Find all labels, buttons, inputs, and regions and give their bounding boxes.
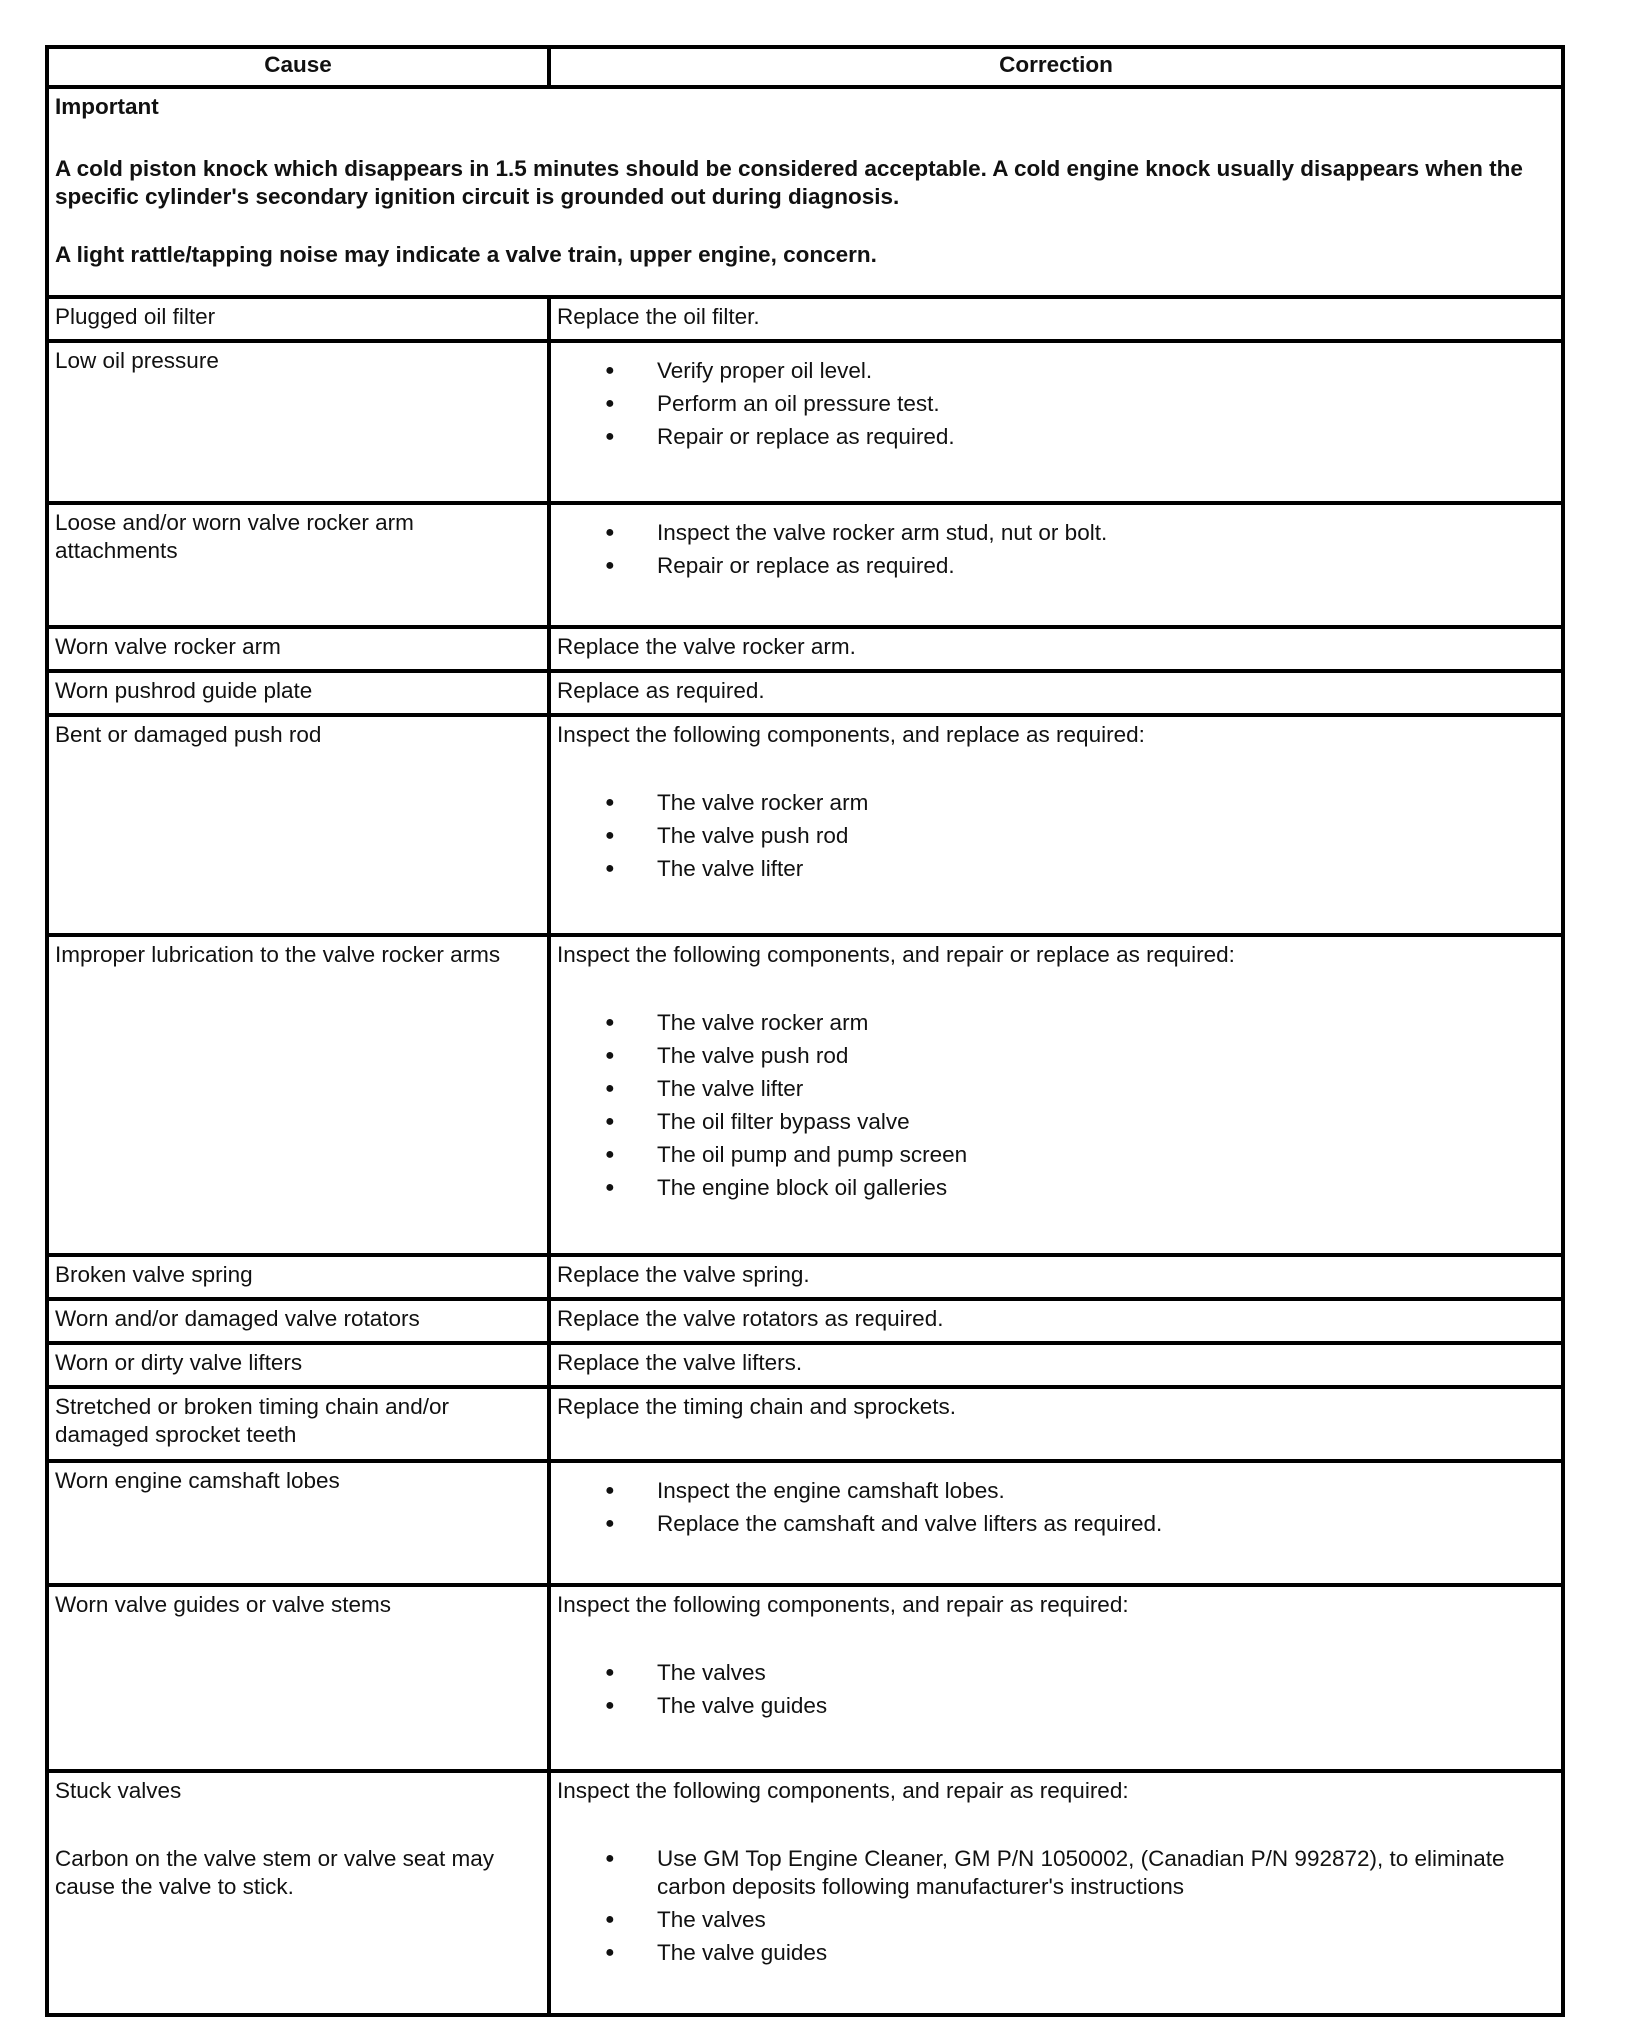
cause-text: Worn or dirty valve lifters xyxy=(55,1350,303,1375)
cause-cell xyxy=(47,1461,549,1585)
cause-cell xyxy=(47,715,549,935)
table-row xyxy=(47,1387,1563,1461)
cause-cell xyxy=(47,1585,549,1771)
list-item: ● Inspect the valve rocker arm stud, nut or bolt. xyxy=(657,519,1555,547)
table-row xyxy=(47,1299,1563,1343)
correction-intro: Inspect the following components, and repair as required: xyxy=(557,1592,1129,1617)
correction-cell xyxy=(549,1299,1563,1343)
cause-header: Cause xyxy=(47,47,549,87)
correction-cell xyxy=(549,297,1563,341)
correction-cell xyxy=(549,935,1563,1255)
list-item: ● Verify proper oil level. xyxy=(657,357,1555,385)
cause-text: Worn valve guides or valve stems xyxy=(55,1592,391,1617)
important-row xyxy=(47,87,1563,297)
list-item: ● The valve push rod xyxy=(657,822,1555,850)
cause-cell xyxy=(47,297,549,341)
cause-cell xyxy=(47,627,549,671)
correction-cell xyxy=(549,1461,1563,1585)
cause-cell xyxy=(47,1255,549,1299)
list-item: ● The oil pump and pump screen xyxy=(657,1141,1555,1169)
correction-list xyxy=(557,1659,1555,1720)
table-row xyxy=(47,1585,1563,1771)
important-paragraph: A light rattle/tapping noise may indicate a valve train, upper engine, concern. xyxy=(55,242,877,267)
diagnostic-table xyxy=(45,45,1565,2017)
table-row xyxy=(47,1255,1563,1299)
correction-cell xyxy=(549,627,1563,671)
cause-text: Stuck valves xyxy=(55,1778,182,1803)
cause-text: Stretched or broken timing chain and/or damaged sprocket teeth xyxy=(55,1394,449,1447)
important-cell xyxy=(47,87,1563,297)
correction-cell xyxy=(549,715,1563,935)
cause-cell xyxy=(47,1299,549,1343)
correction-text: Replace the valve rocker arm. xyxy=(557,634,856,659)
list-item: ● The valves xyxy=(657,1906,1555,1934)
correction-list xyxy=(557,1009,1555,1202)
cause-text: Worn and/or damaged valve rotators xyxy=(55,1306,420,1331)
list-item: ● The valve guides xyxy=(657,1692,1555,1720)
correction-list xyxy=(557,519,1555,580)
correction-list xyxy=(557,357,1555,451)
correction-text: Replace the valve spring. xyxy=(557,1262,810,1287)
correction-list xyxy=(557,1477,1555,1538)
list-item: ● The valve rocker arm xyxy=(657,1009,1555,1037)
correction-text: Replace the timing chain and sprockets. xyxy=(557,1394,956,1419)
cause-cell xyxy=(47,1387,549,1461)
correction-cell xyxy=(549,1343,1563,1387)
list-item: ● The valve lifter xyxy=(657,1075,1555,1103)
table-row xyxy=(47,1343,1563,1387)
correction-cell xyxy=(549,341,1563,503)
cause-text: Loose and/or worn valve rocker arm attachments xyxy=(55,510,414,563)
correction-text: Replace as required. xyxy=(557,678,765,703)
list-item: ● The oil filter bypass valve xyxy=(657,1108,1555,1136)
table-row xyxy=(47,341,1563,503)
cause-cell xyxy=(47,503,549,627)
correction-cell xyxy=(549,1585,1563,1771)
cause-text: Bent or damaged push rod xyxy=(55,722,322,747)
correction-cell xyxy=(549,1255,1563,1299)
cause-text: Broken valve spring xyxy=(55,1262,253,1287)
correction-text: Replace the valve lifters. xyxy=(557,1350,803,1375)
correction-cell xyxy=(549,1387,1563,1461)
correction-cell xyxy=(549,671,1563,715)
table-row xyxy=(47,503,1563,627)
list-item: ● Perform an oil pressure test. xyxy=(657,390,1555,418)
cause-text: Worn engine camshaft lobes xyxy=(55,1468,340,1493)
cause-text: Low oil pressure xyxy=(55,348,219,373)
correction-intro: Inspect the following components, and replace as required: xyxy=(557,722,1145,747)
table-row xyxy=(47,1771,1563,2015)
list-item: ● Inspect the engine camshaft lobes. xyxy=(657,1477,1555,1505)
cause-text: Improper lubrication to the valve rocker arms xyxy=(55,942,501,967)
list-item: ● The valves xyxy=(657,1659,1555,1687)
cause-cell xyxy=(47,1343,549,1387)
cause-note: Carbon on the valve stem or valve seat may cause the valve to stick. xyxy=(55,1846,494,1899)
list-item: ● The engine block oil galleries xyxy=(657,1174,1555,1202)
list-item: ● Use GM Top Engine Cleaner, GM P/N 1050002, (Canadian P/N 992872), to eliminate carbon deposits following manufacturer's instructions xyxy=(657,1845,1555,1901)
table-row xyxy=(47,297,1563,341)
cause-cell xyxy=(47,341,549,503)
correction-text: Replace the valve rotators as required. xyxy=(557,1306,944,1331)
list-item: ● Repair or replace as required. xyxy=(657,423,1555,451)
table-row xyxy=(47,671,1563,715)
cause-cell xyxy=(47,935,549,1255)
important-paragraph: A cold piston knock which disappears in 1.5 minutes should be considered acceptable. A cold engine knock usually disappears when the specific cylinder's secondary ignition circuit is grounded out during diagnosis. xyxy=(55,156,1523,209)
correction-intro: Inspect the following components, and repair as required: xyxy=(557,1778,1129,1803)
correction-header: Correction xyxy=(549,47,1563,87)
cause-text: Plugged oil filter xyxy=(55,304,216,329)
list-item: ● The valve push rod xyxy=(657,1042,1555,1070)
cause-text: Worn valve rocker arm xyxy=(55,634,281,659)
cause-cell xyxy=(47,671,549,715)
correction-intro: Inspect the following components, and repair or replace as required: xyxy=(557,942,1235,967)
list-item: ● Repair or replace as required. xyxy=(657,552,1555,580)
list-item: ● The valve guides xyxy=(657,1939,1555,1967)
cause-cell xyxy=(47,1771,549,2015)
list-item: ● Replace the camshaft and valve lifters as required. xyxy=(657,1510,1555,1538)
correction-text: Replace the oil filter. xyxy=(557,304,760,329)
correction-cell xyxy=(549,503,1563,627)
table-row xyxy=(47,715,1563,935)
important-title: Important xyxy=(55,94,159,119)
correction-list xyxy=(557,1845,1555,1967)
list-item: ● The valve rocker arm xyxy=(657,789,1555,817)
list-item: ● The valve lifter xyxy=(657,855,1555,883)
correction-cell xyxy=(549,1771,1563,2015)
table-row xyxy=(47,935,1563,1255)
cause-text: Worn pushrod guide plate xyxy=(55,678,313,703)
table-row xyxy=(47,1461,1563,1585)
header-row xyxy=(47,47,1563,87)
correction-list xyxy=(557,789,1555,883)
table-row xyxy=(47,627,1563,671)
